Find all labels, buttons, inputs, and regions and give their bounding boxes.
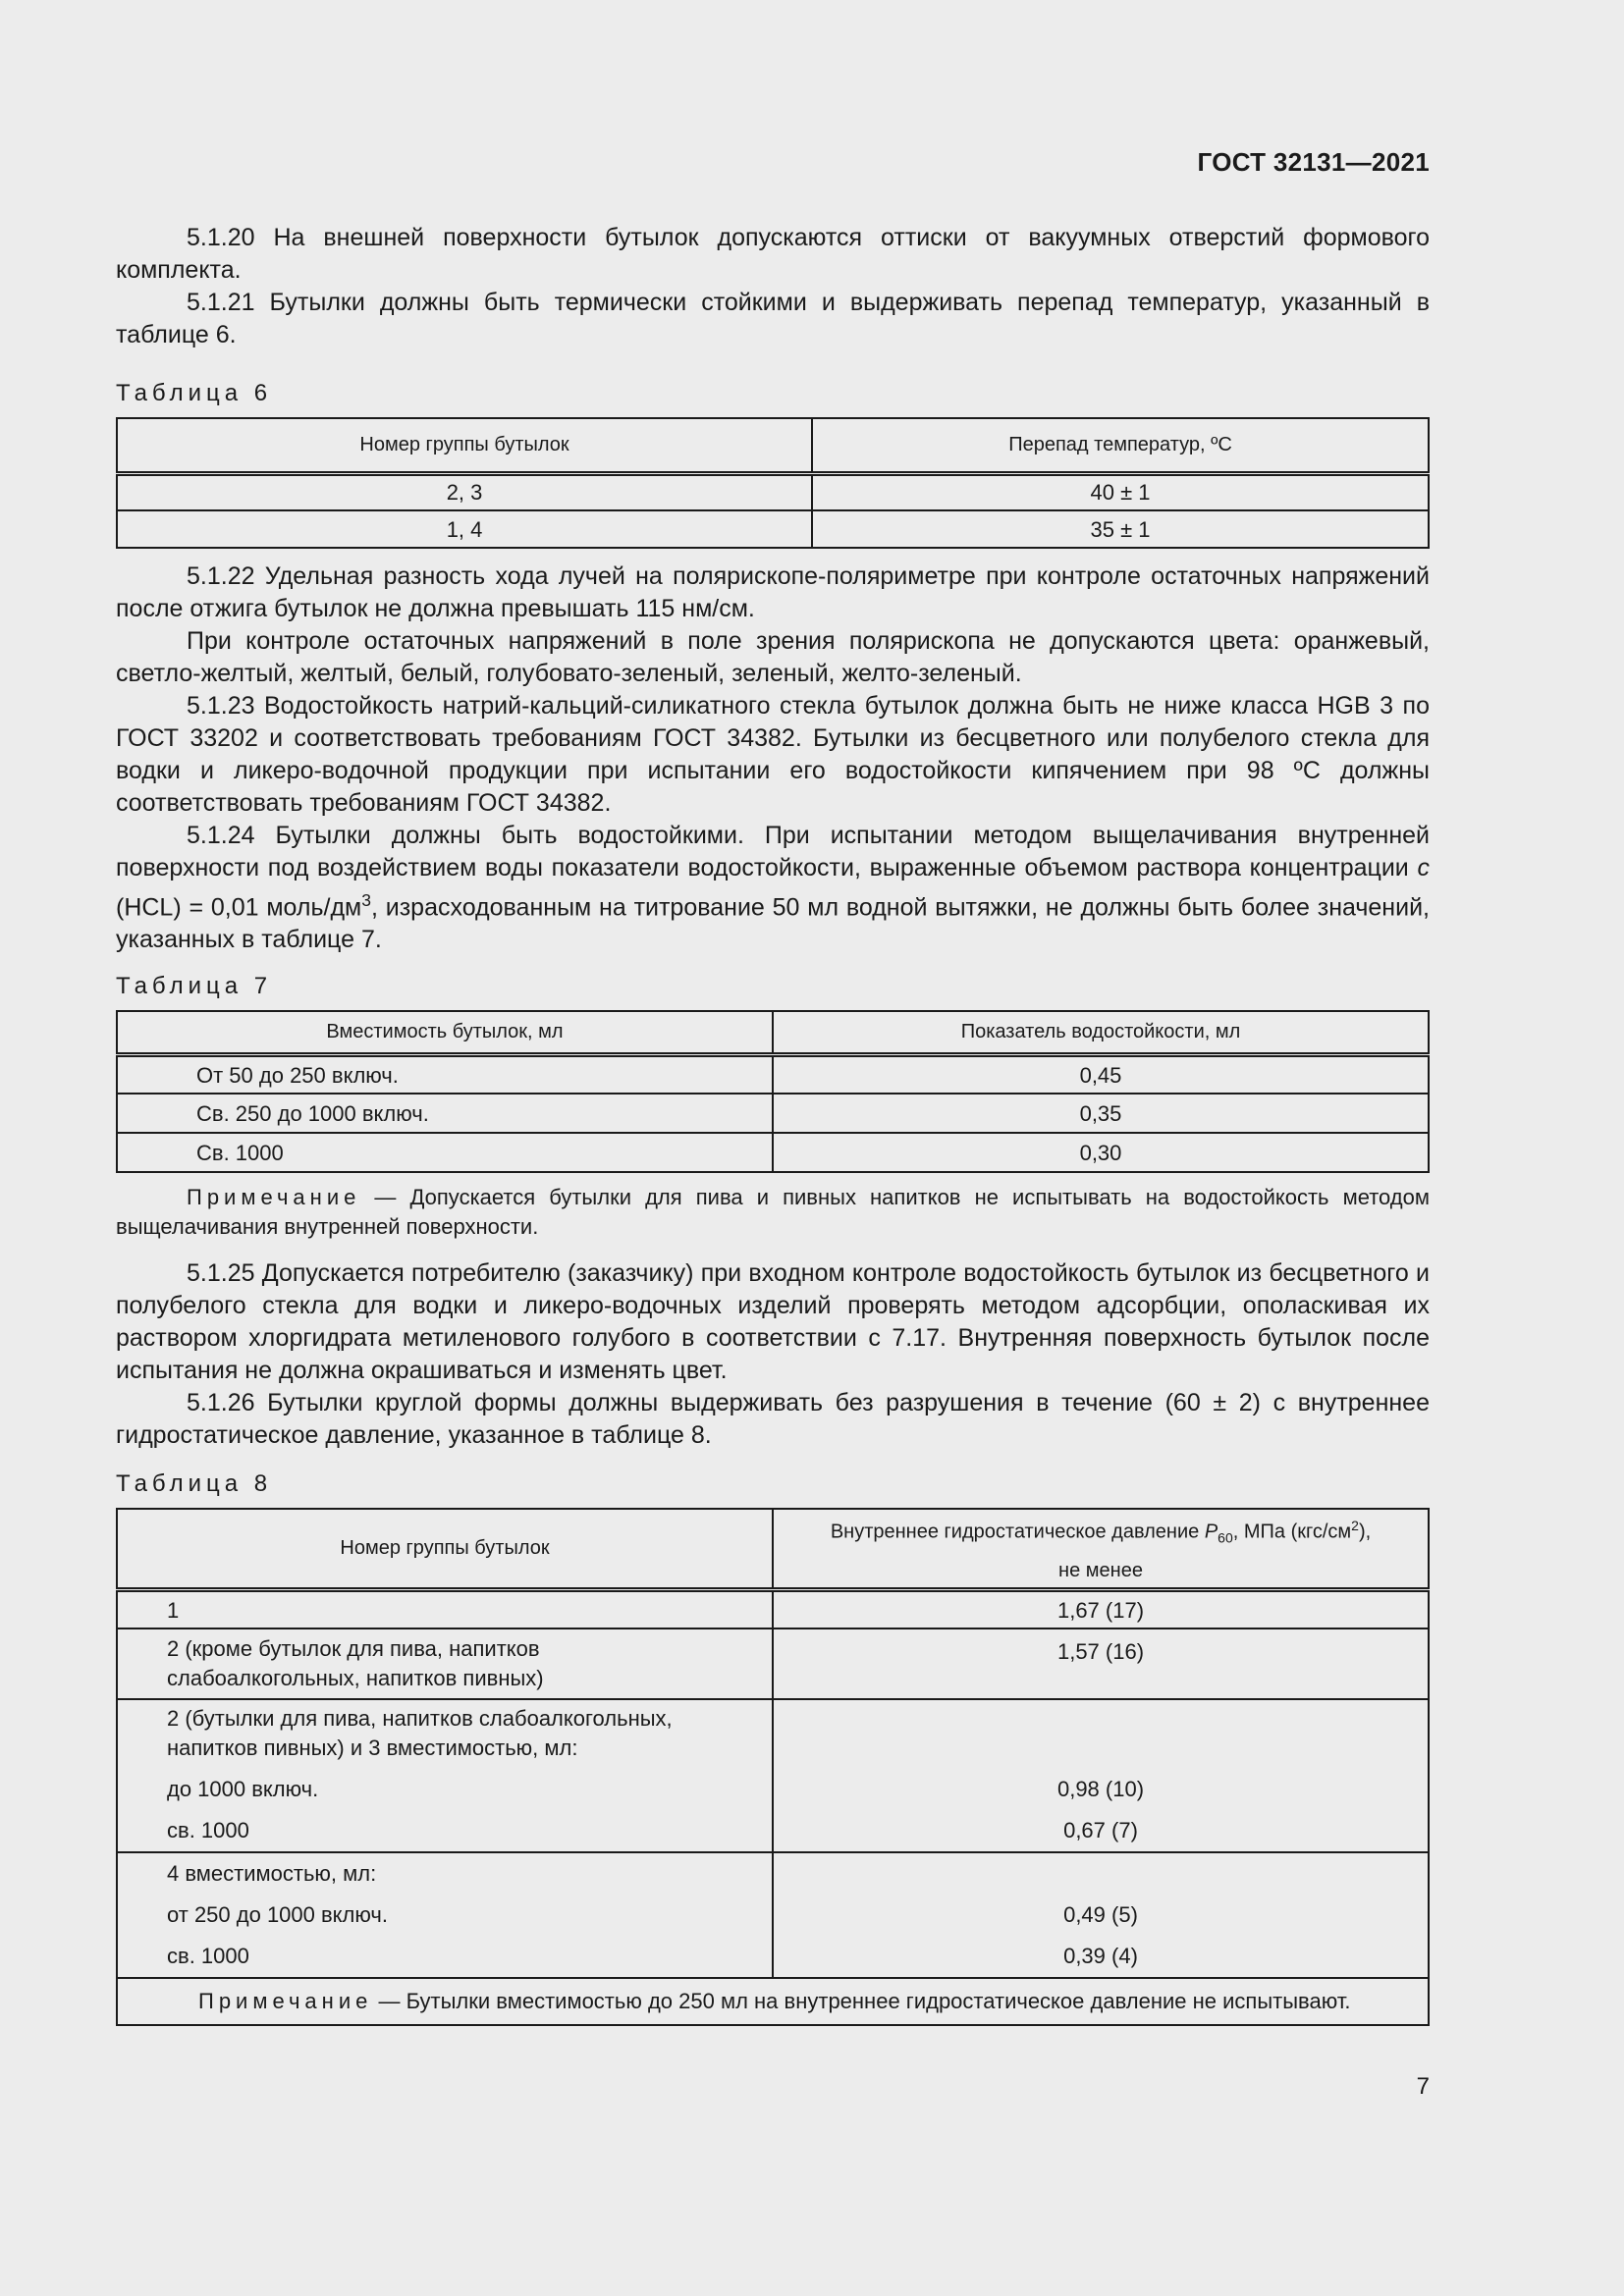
clause-5-1-25: 5.1.25 Допускается потребителю (заказчику) при входном контроле водостойкость бутылок из бесцветного и полубелого стекла для водки и ликеро-водочных изделий проверять методом адсорбции, ополаскивая их раствором хлоргидрата метиленового голубого в соответствии с 7.17. Внутренняя поверхность бутылок после испытания не должна окрашиваться и изменять цвет. bbox=[116, 1259, 1430, 1385]
table8-cell: 1 bbox=[117, 1589, 773, 1629]
clause-5-1-26: 5.1.26 Бутылки круглой формы должны выдерживать без разрушения в течение (60 ± 2) с внутреннее гидростатическое давление, указанное в таблице 8. bbox=[116, 1389, 1430, 1450]
clause-5-1-22-colors: При контроле остаточных напряжений в поле зрения полярископа не допускаются цвета: оранжевый, светло-желтый, желтый, белый, голубовато-зеленый, зеленый, желто-зеленый. bbox=[116, 627, 1430, 687]
page-number: 7 bbox=[1416, 2073, 1430, 2100]
table8-cell: 2 (кроме бутылок для пива, напитков слабоалкогольных, напитков пивных) bbox=[117, 1629, 773, 1699]
table8-cell: 4 вместимостью, мл: от 250 до 1000 включ. св. 1000 bbox=[117, 1852, 773, 1978]
table-7 bbox=[116, 1010, 1430, 1173]
table8-header-group: Номер группы бутылок bbox=[117, 1509, 773, 1589]
clause-5-1-24: 5.1.24 Бутылки должны быть водостойкими. При испытании методом выщелачивания внутренней поверхности под воздействием воды показатели водостойкости, выраженные объемом раствора концентрации c (HCL) = 0,01 моль/$дм^3$, израсходованным на титрование 50 мл водной вытяжки, не должны быть более значений, указанных в таблице 7. bbox=[116, 822, 1430, 954]
document-body bbox=[116, 222, 1430, 2026]
table7-note: Примечание — Допускается бутылки для пива и пивных напитков не испытывать на водостойкость методом выщелачивания внутренней поверхности. bbox=[116, 1185, 1430, 1240]
clause-5-1-22: 5.1.22 Удельная разность хода лучей на полярископе-поляриметре при контроле остаточных напряжений после отжига бутылок не должна превышать 115 нм/см. bbox=[116, 562, 1430, 622]
table-8 bbox=[116, 1508, 1430, 2026]
table6-title: Таблица 6 bbox=[116, 380, 273, 406]
table7-title: Таблица 7 bbox=[116, 973, 273, 1000]
table8-cell: 1,57 (16) bbox=[773, 1629, 1429, 1699]
table6-cell: 1, 4 bbox=[117, 510, 812, 548]
table-6 bbox=[116, 417, 1430, 549]
table8-cell: 0,49 (5) 0,39 (4) bbox=[773, 1852, 1429, 1978]
table7-cell: Св. 250 до 1000 включ. bbox=[117, 1094, 773, 1133]
table6-cell: 2, 3 bbox=[117, 473, 812, 510]
table7-cell: 0,30 bbox=[773, 1133, 1429, 1172]
table8-cell: 1,67 (17) bbox=[773, 1589, 1429, 1629]
clause-5-1-20: 5.1.20 На внешней поверхности бутылок допускаются оттиски от вакуумных отверстий формового комплекта. bbox=[116, 224, 1430, 284]
table7-cell: 0,35 bbox=[773, 1094, 1429, 1133]
table7-header-index: Показатель водостойкости, мл bbox=[773, 1011, 1429, 1054]
table6-cell: 35 ± 1 bbox=[812, 510, 1429, 548]
clause-5-1-21: 5.1.21 Бутылки должны быть термически стойкими и выдерживать перепад температур, указанный в таблице 6. bbox=[116, 289, 1430, 348]
table6-header-temp: Перепад температур, ºС bbox=[812, 418, 1429, 473]
table8-note: Примечание — Бутылки вместимостью до 250 мл на внутреннее гидростатическое давление не испытывают. bbox=[117, 1978, 1429, 2025]
table6-cell: 40 ± 1 bbox=[812, 473, 1429, 510]
table7-cell: От 50 до 250 включ. bbox=[117, 1054, 773, 1094]
table7-header-capacity: Вместимость бутылок, мл bbox=[117, 1011, 773, 1054]
table8-title: Таблица 8 bbox=[116, 1470, 273, 1498]
table7-cell: 0,45 bbox=[773, 1054, 1429, 1094]
clause-5-1-23: 5.1.23 Водостойкость натрий-кальций-силикатного стекла бутылок должна быть не ниже класса HGB 3 по ГОСТ 33202 и соответствовать требованиям ГОСТ 34382. Бутылки из бесцветного или полубелого стекла для водки и ликеро-водочной продукции при испытании его водостойкости кипячением при 98 ºС должны соответствовать требованиям ГОСТ 34382. bbox=[116, 692, 1430, 817]
table6-header-group: Номер группы бутылок bbox=[117, 418, 812, 473]
table8-cell: 0,98 (10) 0,67 (7) bbox=[773, 1699, 1429, 1852]
document-id-header: ГОСТ 32131—2021 bbox=[1197, 147, 1430, 177]
table7-cell: Св. 1000 bbox=[117, 1133, 773, 1172]
table8-header-pressure: Внутреннее гидростатическое давление $P_{60}$, МПа $(кгс/см^2)$, не менее bbox=[773, 1509, 1429, 1589]
table8-cell: 2 (бутылки для пива, напитков слабоалкогольных, напитков пивных) и 3 вместимостью, мл: до 1000 включ. св. 1000 bbox=[117, 1699, 773, 1852]
